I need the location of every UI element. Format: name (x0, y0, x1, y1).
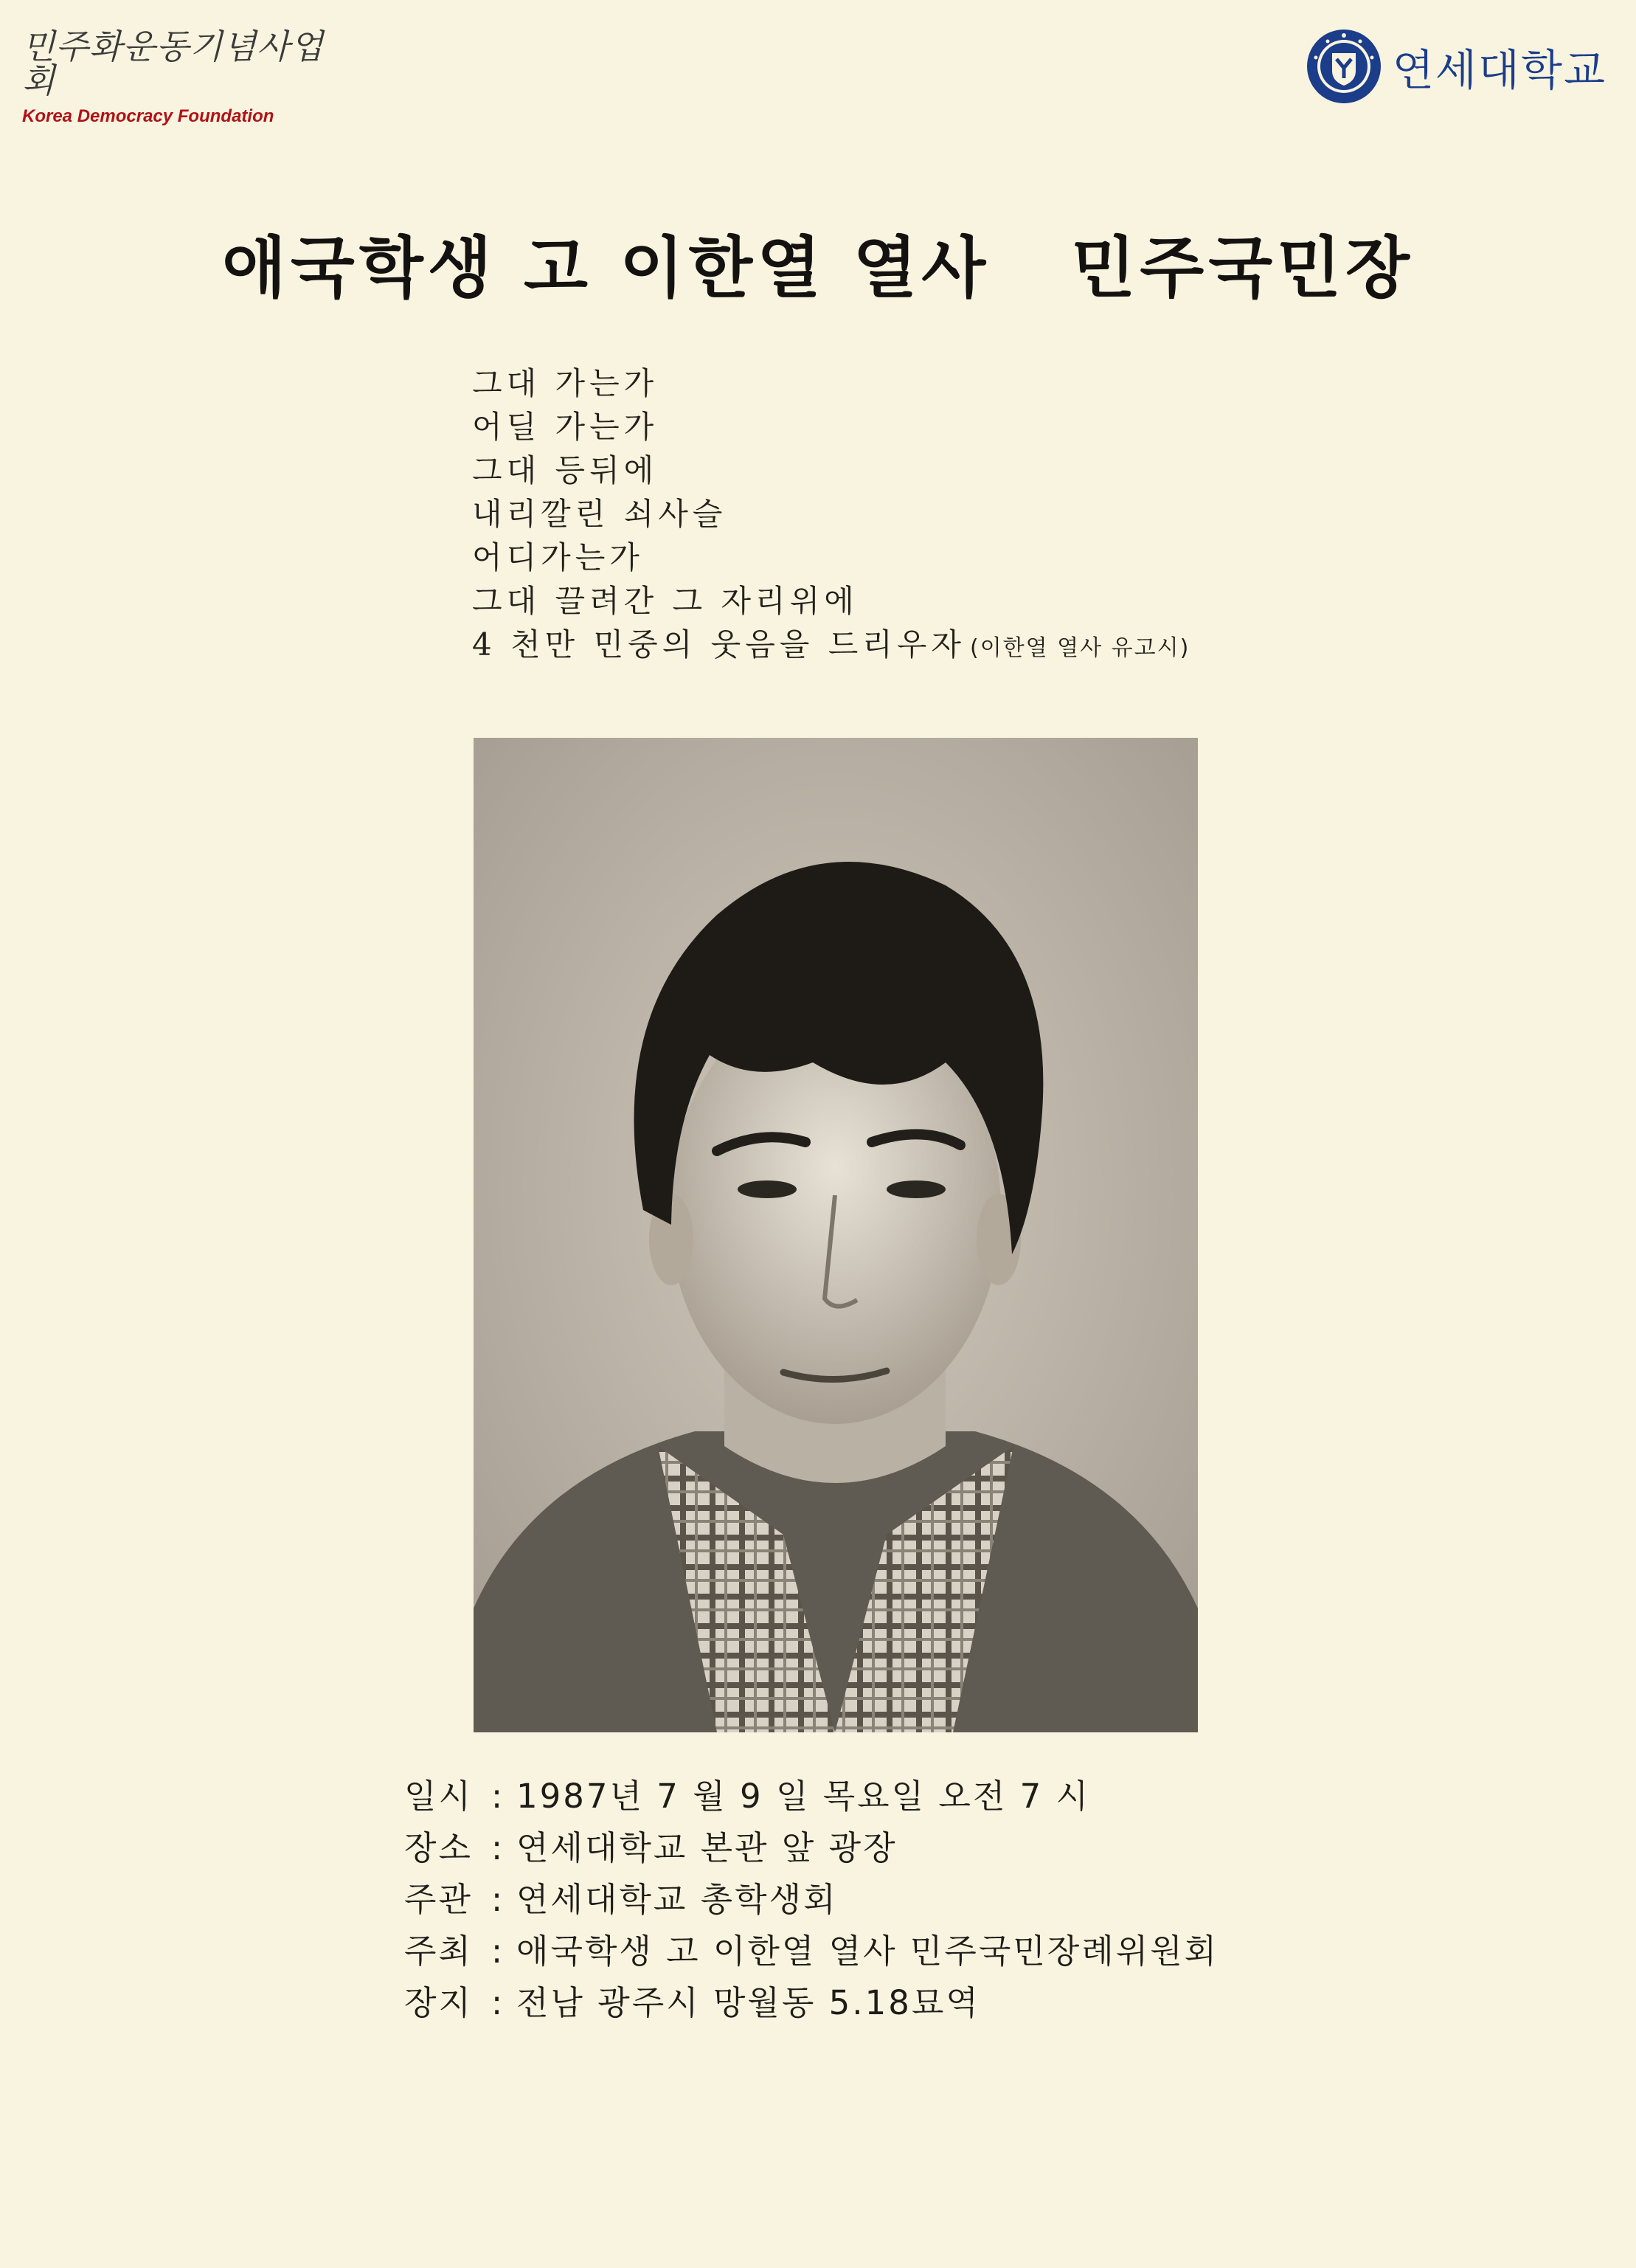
ceremony-details (404, 1771, 1219, 2029)
foundation-name-english: Korea Democracy Foundation (22, 106, 274, 126)
university-seal-icon (1306, 28, 1382, 105)
detail-colon: : (491, 1880, 505, 1919)
detail-colon: : (491, 1932, 505, 1971)
title-ceremony: 민주국민장 (1071, 229, 1415, 307)
poem-line: 어디가는가 (472, 539, 644, 575)
poem (472, 362, 1190, 670)
detail-colon: : (491, 1777, 505, 1816)
poem-line: 어딜 가는가 (472, 409, 659, 445)
detail-colon: : (491, 1983, 505, 2022)
detail-row-host (404, 1926, 1219, 1977)
foundation-logo (22, 27, 347, 127)
title-main: 애국학생 고 이한열 열사 (221, 229, 991, 307)
detail-row-burial (404, 1977, 1219, 2029)
poem-line-text: 4 천만 민중의 웃음을 드리우자 (472, 626, 966, 663)
detail-row-date (404, 1771, 1219, 1822)
poem-line: 그대 끌려간 그 자리위에 (472, 583, 859, 619)
detail-row-place (404, 1822, 1219, 1874)
detail-label: 장지 (404, 1983, 473, 2022)
poem-line: 내리깔린 쇠사슬 (472, 496, 727, 532)
detail-value: 1987년 7 월 9 일 목요일 오전 7 시 (516, 1777, 1091, 1816)
portrait-image (474, 738, 1198, 1732)
poem-line: 그대 등뒤에 (472, 452, 659, 488)
detail-value: 연세대학교 총학생회 (516, 1880, 838, 1919)
detail-label: 일시 (404, 1777, 473, 1816)
page-title (0, 214, 1636, 310)
detail-value: 연세대학교 본관 앞 광장 (516, 1828, 898, 1867)
foundation-name-korean: 민주화운동기념사업회 (22, 27, 324, 100)
detail-colon: : (491, 1828, 505, 1867)
detail-label: 장소 (404, 1828, 473, 1867)
poem-line: 그대 가는가 (472, 365, 659, 401)
university-name: 연세대학교 (1392, 45, 1606, 95)
detail-value: 애국학생 고 이한열 열사 민주국민장례위원회 (516, 1932, 1219, 1971)
detail-row-organizer (404, 1874, 1219, 1926)
detail-label: 주최 (404, 1932, 473, 1971)
detail-label: 주관 (404, 1880, 473, 1919)
poem-line-last (472, 623, 1190, 670)
detail-value: 전남 광주시 망월동 5.18묘역 (516, 1983, 980, 2022)
university-logo (1306, 28, 1606, 105)
portrait-photo (474, 738, 1198, 1732)
poem-credit: (이한열 열사 유고시) (970, 635, 1190, 661)
